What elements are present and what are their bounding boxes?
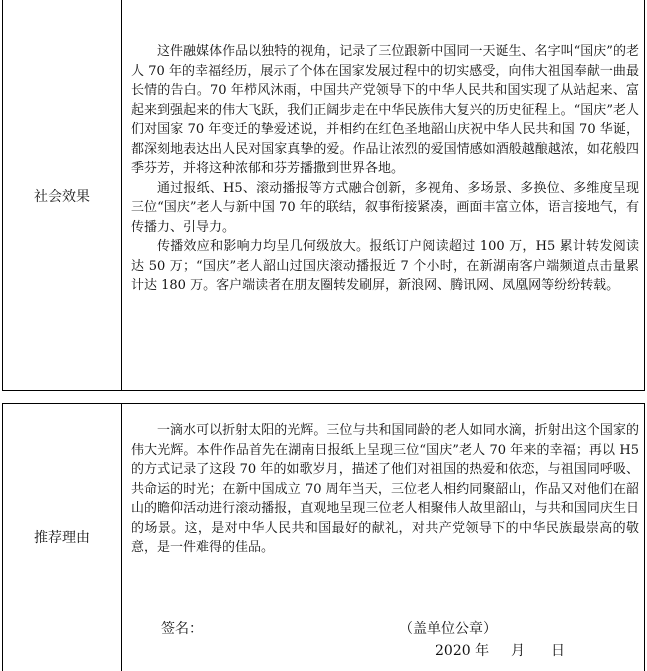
social-effect-label: 社会效果 (34, 189, 90, 205)
social-effect-table (2, 0, 645, 391)
recommendation-label: 推荐理由 (34, 530, 90, 546)
date-day: 日 (551, 643, 565, 659)
date-month: 月 (511, 643, 525, 659)
seal-note: （盖单位公章） (399, 621, 497, 637)
social-effect-paragraph-2: 通过报纸、H5、滚动播报等方式融合创新，多视角、多场景、多换位、多维度呈现三位“国庆”老人与新中国 70 年的联结，叙事衔接紧凑，画面丰富立体，语言接地气，有传播力、引导力。 (131, 180, 639, 235)
social-effect-content (131, 42, 639, 296)
recommendation-content (131, 421, 639, 558)
recommendation-paragraph: 一滴水可以折射太阳的光辉。三位与共和国同龄的老人如同水滴，折射出这个国家的伟大光辉。本件作品首先在湖南日报纸上呈现三位“国庆”老人 70 年来的幸福；再以 H5 的方式记录了这段 70 年的如歌岁月，描述了他们对祖国的热爱和依恋，与祖国同呼吸、共命运的时光；在新中国成立 70 周年当天，三位老人相约同聚韶山，作品又对他们在韶山的瞻仰活动进行滚动播报，直观地呈现三位老人相聚伟人故里韶山，与共和国同庆生日的场景。这，是对中华人民共和国最好的献礼，对共产党领导下的中华民族最崇高的敬意，是一件难得的佳品。 (131, 423, 639, 555)
recommendation-table (2, 403, 645, 671)
social-effect-paragraph-1: 这件融媒体作品以独特的视角，记录了三位跟新中国同一天诞生、名字叫“国庆”的老人 70 年的幸福经历，展示了个体在国家发展过程中的切实感受，向伟大祖国奉献一曲最长情的告白。70 年栉风沐雨，中国共产党领导下的中华人民共和国实现了从站起来、富起来到强起来的伟大飞跃，我们正阔步走在中华民族伟大复兴的历史征程上。“国庆”老人们对国家 70 年变迁的挚爱述说，并相约在红色圣地韶山庆祝中华人民共和国 70 华诞，都深刻地表达出人民对国家真挚的爱。作品让浓烈的爱国情感如酒般越酿越浓，如花般四季芬芳，并将这种浓郁和芬芳播撒到世界各地。 (131, 44, 639, 176)
column-divider (121, 0, 122, 390)
signature-label: 签名： (161, 621, 203, 637)
date-year: 2020 年 (435, 643, 490, 659)
social-effect-paragraph-3: 传播效应和影响力均呈几何级放大。报纸订户阅读超过 100 万，H5 累计转发阅读达 50 万；“国庆”老人韶山过国庆滚动播报近 7 个小时，在新湖南客户端频道点击量累计达 180 万。客户端读者在朋友圈转发刷屏，新浪网、腾讯网、凤凰网等纷纷转载。 (131, 239, 639, 293)
column-divider (121, 404, 122, 671)
